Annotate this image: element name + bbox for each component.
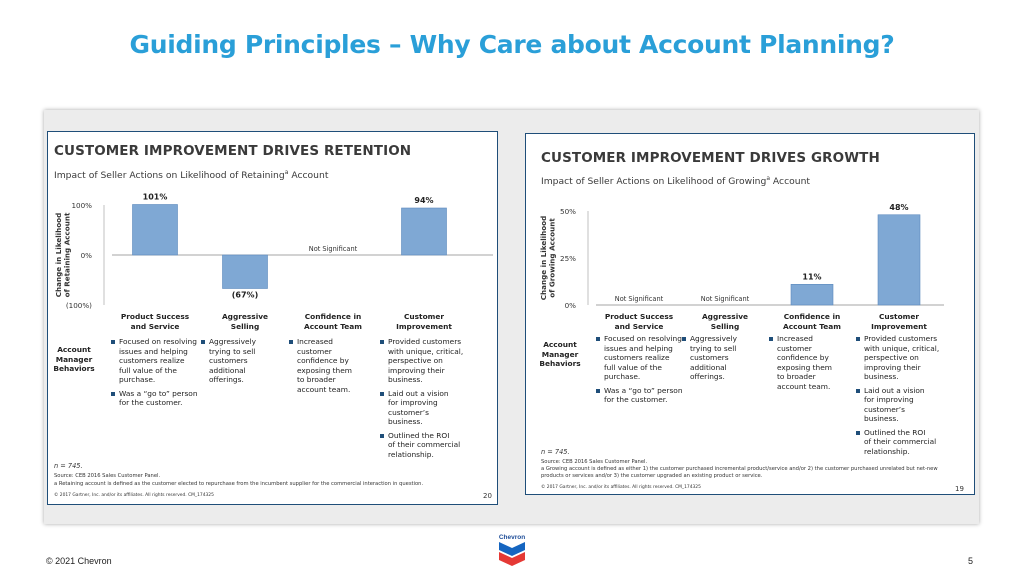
behavior-list-1 [111,337,207,412]
behavior-item: Laid out a vision for improving customer’s business. [856,386,950,424]
behavior-item: Increased customer confidence by exposing them to broader account team. [769,334,863,391]
column-header-1: Product Success and Service [604,312,674,331]
not-significant-label: Not Significant [614,295,664,303]
behavior-item: Aggressively trying to sell customers additional offerings. [682,334,776,382]
chevron-logo-icon [496,531,528,571]
copyright-note: © 2017 Gartner, Inc. and/or its affiliates. All rights reserved. CM_174325 [541,485,701,490]
column-header-2: Aggressive Selling [221,312,269,331]
data-label-4: 48% [889,202,909,212]
y-axis-label-line: of Growing Account [547,218,557,298]
behavior-list-1 [596,334,690,409]
n-note: n = 745. [54,462,83,470]
y-tick-label: 25% [560,254,576,263]
bar-2 [223,255,268,289]
behavior-list-3 [289,337,385,398]
behavior-item: Increased customer confidence by exposing them to broader account team. [289,337,385,394]
bar-4 [878,215,920,305]
behavior-item: Focused on resolving issues and helping customers realize full value of the purchase. [111,337,207,385]
behavior-list-2 [682,334,776,386]
column-header-2: Aggressive Selling [701,312,749,331]
behavior-item: Focused on resolving issues and helping customers realize full value of the purchase. [596,334,690,382]
behavior-list-2 [201,337,297,389]
y-axis-label-line: Change in Likelihood [539,215,548,301]
data-label-2: (67%) [231,290,259,300]
behavior-item: Provided customers with unique, critical, perspective on improving their business. [856,334,950,382]
not-significant-label: Not Significant [700,295,750,303]
panel-page-number: 19 [955,485,964,493]
column-header-4: Customer Improvement [871,312,927,331]
growth-panel [525,133,975,495]
data-label-1: 101% [142,192,168,202]
behavior-item: Was a “go to” person for the customer. [111,389,207,408]
panel-title: CUSTOMER IMPROVEMENT DRIVES GROWTH [541,150,880,166]
slide-title: Guiding Principles – Why Care about Account Planning? [129,30,895,59]
data-label-3: 11% [802,272,822,282]
behavior-item: Was a “go to” person for the customer. [596,386,690,405]
behavior-list-4 [856,334,950,460]
source-note: Source: CEB 2016 Sales Customer Panel. [54,473,161,479]
footnote: a Retaining account is defined as the customer elected to repurchase from the incumbent supplier for the commercial interaction in question. [54,481,424,487]
column-header-1: Product Success and Service [120,312,190,331]
y-tick-label: 0% [564,301,576,310]
row-label: Account Manager Behaviors [53,345,95,373]
behavior-list-4 [380,337,476,463]
bar-4 [402,208,447,255]
y-tick-label: 100% [71,201,92,210]
behavior-item: Provided customers with unique, critical, perspective on improving their business. [380,337,476,385]
retention-chart [48,132,499,322]
logo-text: Chevron [498,534,526,541]
y-tick-label: 50% [560,207,576,216]
behavior-item: Laid out a vision for improving customer’s business. [380,389,476,427]
row-label: Account Manager Behaviors [539,340,581,368]
behavior-item: Outlined the ROI of their commercial relationship. [856,428,950,457]
y-tick-label: (100%) [65,301,92,310]
panel-title: CUSTOMER IMPROVEMENT DRIVES RETENTION [54,143,412,159]
y-axis-label-line: of Retaining Account [62,212,72,298]
not-significant-label: Not Significant [308,245,358,253]
column-header-3: Confidence in Account Team [304,312,362,331]
behavior-item: Aggressively trying to sell customers additional offerings. [201,337,297,385]
footnote: a Growing account is defined as either 1) the customer purchased incremental product/service and/or 2) the customer purchased unrelated but net-new products or services and/or 3) the customer upgraded an existing product or service. [541,466,938,479]
column-header-4: Customer Improvement [396,312,452,331]
panel-subtitle: Impact of Seller Actions on Likelihood of Retaining$^a$ Account [54,169,329,182]
bar-1 [133,205,178,256]
y-axis-label-line: Change in Likelihood [54,212,63,298]
behavior-list-3 [769,334,863,395]
bar-3 [791,284,833,305]
behavior-item: Outlined the ROI of their commercial relationship. [380,431,476,460]
data-label-4: 94% [414,196,434,205]
panel-page-number: 20 [483,492,492,500]
column-header-3: Confidence in Account Team [783,312,841,331]
growth-chart [526,134,976,319]
source-note: Source: CEB 2016 Sales Customer Panel. [541,459,648,465]
y-axis-label [539,216,557,301]
y-tick-label: 0% [80,251,92,260]
n-note: n = 745. [541,448,570,456]
copyright-note: © 2017 Gartner, Inc. and/or its affiliates. All rights reserved. CM_174325 [54,493,214,498]
y-axis-label [54,212,72,297]
slide-page-number: 5 [968,556,974,566]
copyright-footer: © 2021 Chevron [46,556,112,566]
retention-panel [47,131,498,505]
panel-subtitle: Impact of Seller Actions on Likelihood of Growing$^a$ Account [541,175,811,188]
